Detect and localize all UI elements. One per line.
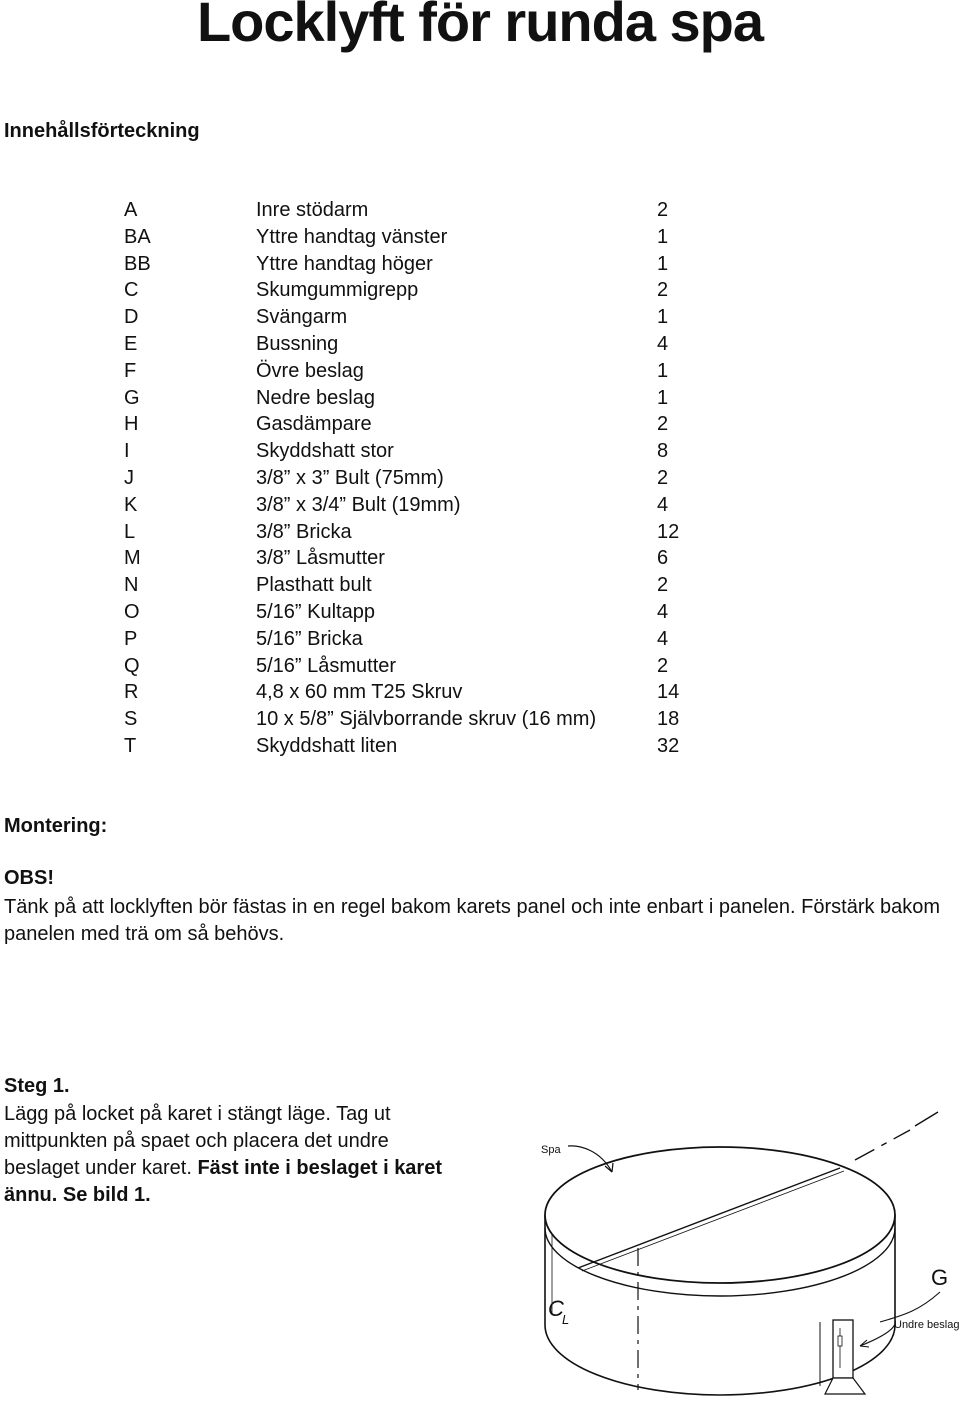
part-quantity: 1 (657, 386, 669, 409)
part-name: 5/16” Kultapp (256, 600, 375, 623)
part-row (124, 358, 724, 385)
part-name: 4,8 x 60 mm T25 Skruv (256, 681, 463, 704)
part-code: F (124, 359, 137, 382)
part-name: 5/16” Låsmutter (256, 654, 397, 677)
part-name: Nedre beslag (256, 386, 375, 409)
part-row (124, 304, 724, 331)
figure-label-cl-sub: L (562, 1312, 570, 1327)
spa-lid-top (545, 1147, 895, 1283)
part-name: Svängarm (256, 306, 348, 329)
part-row (124, 492, 724, 519)
part-row (124, 411, 724, 438)
part-quantity: 4 (657, 600, 669, 623)
part-name: 3/8” Låsmutter (256, 547, 385, 570)
part-row (124, 572, 724, 599)
figure-label-spa: Spa (541, 1144, 561, 1156)
part-name: Inre stödarm (256, 199, 369, 221)
part-quantity: 32 (657, 734, 680, 757)
figure-label-undre-beslag: Undre beslag (894, 1319, 960, 1331)
part-name: 3/8” x 3” Bult (75mm) (256, 466, 444, 489)
part-code: I (124, 440, 130, 463)
figure-label-cl: C (548, 1296, 564, 1321)
step1-text-bold: Fäst inte i beslaget i karet ännu. Se bild 1. (4, 1157, 442, 1206)
part-row (124, 519, 724, 546)
obs-text: Tänk på att locklyften bör fästas in en regel bakom karets panel och inte enbart i panelen. Förstärk bakom panelen med trä om så behövs. (4, 896, 941, 945)
part-quantity: 8 (657, 440, 669, 463)
part-quantity: 2 (657, 413, 669, 436)
part-row (124, 599, 724, 626)
part-quantity: 1 (657, 225, 669, 248)
part-code: BB (124, 252, 151, 275)
part-row (124, 251, 724, 278)
part-row (124, 733, 724, 760)
part-row (124, 197, 724, 224)
part-name: Plasthatt bult (256, 574, 372, 597)
figure-label-g: G (931, 1265, 949, 1290)
part-row (124, 331, 724, 358)
part-quantity: 18 (657, 708, 680, 731)
part-name: Yttre handtag vänster (256, 225, 448, 248)
part-quantity: 1 (657, 359, 669, 382)
part-code: O (124, 600, 140, 623)
step1-text-plain: Lägg på locket på karet i stängt läge. Tag ut mittpunkten på spaet och placera det undre beslaget under karet. (4, 1103, 391, 1179)
part-row (124, 653, 724, 680)
part-row (124, 679, 724, 706)
part-code: A (124, 199, 138, 221)
part-name: 3/8” x 3/4” Bult (19mm) (256, 493, 461, 516)
part-row (124, 438, 724, 465)
document-title: Locklyft för runda spa (196, 0, 764, 53)
part-quantity: 12 (657, 520, 680, 543)
part-code: T (124, 734, 137, 757)
part-quantity: 4 (657, 332, 669, 355)
part-quantity: 14 (657, 681, 680, 704)
toc-heading: Innehållsförteckning (4, 120, 200, 142)
part-name: 3/8” Bricka (256, 520, 352, 543)
part-code: E (124, 332, 138, 355)
obs-heading: OBS! (4, 867, 54, 889)
part-row (124, 465, 724, 492)
part-row (124, 385, 724, 412)
montering-heading: Montering: (4, 815, 108, 837)
part-code: L (124, 520, 136, 543)
part-quantity: 6 (657, 547, 669, 570)
part-name: Yttre handtag höger (256, 252, 433, 275)
part-code: P (124, 627, 138, 650)
part-code: C (124, 279, 139, 302)
part-code: D (124, 306, 139, 329)
part-quantity: 2 (657, 279, 669, 302)
part-code: Q (124, 654, 140, 677)
part-code: J (124, 466, 134, 489)
part-row (124, 706, 724, 733)
part-quantity: 2 (657, 654, 669, 677)
part-name: Skyddshatt stor (256, 440, 394, 463)
part-quantity: 2 (657, 199, 669, 221)
part-name: Skumgummigrepp (256, 279, 419, 302)
step1-text (4, 1101, 444, 1209)
part-code: R (124, 681, 139, 704)
part-name: Övre beslag (256, 359, 364, 382)
centerline-dash-top (855, 1130, 910, 1160)
part-row (124, 224, 724, 251)
part-name: Skyddshatt liten (256, 734, 398, 757)
step1-heading: Steg 1. (4, 1075, 70, 1097)
part-code: BA (124, 225, 151, 248)
part-code: M (124, 547, 141, 570)
part-code: H (124, 413, 139, 436)
part-row (124, 277, 724, 304)
part-code: S (124, 708, 138, 731)
part-code: N (124, 574, 139, 597)
centerline-dash-top-2 (915, 1112, 938, 1126)
part-code: K (124, 493, 138, 516)
part-row (124, 545, 724, 572)
part-quantity: 1 (657, 252, 669, 275)
part-quantity: 4 (657, 627, 669, 650)
part-name: 10 x 5/8” Självborrande skruv (16 mm) (256, 708, 597, 731)
part-quantity: 2 (657, 466, 669, 489)
spa-figure (520, 1100, 960, 1399)
part-quantity: 2 (657, 574, 669, 597)
part-quantity: 4 (657, 493, 669, 516)
part-code: G (124, 386, 140, 409)
parts-list (124, 197, 724, 760)
part-row (124, 626, 724, 653)
part-name: 5/16” Bricka (256, 627, 363, 650)
part-name: Gasdämpare (256, 413, 372, 436)
spa-illustration (520, 1100, 960, 1399)
part-name: Bussning (256, 332, 339, 355)
part-quantity: 1 (657, 306, 669, 329)
